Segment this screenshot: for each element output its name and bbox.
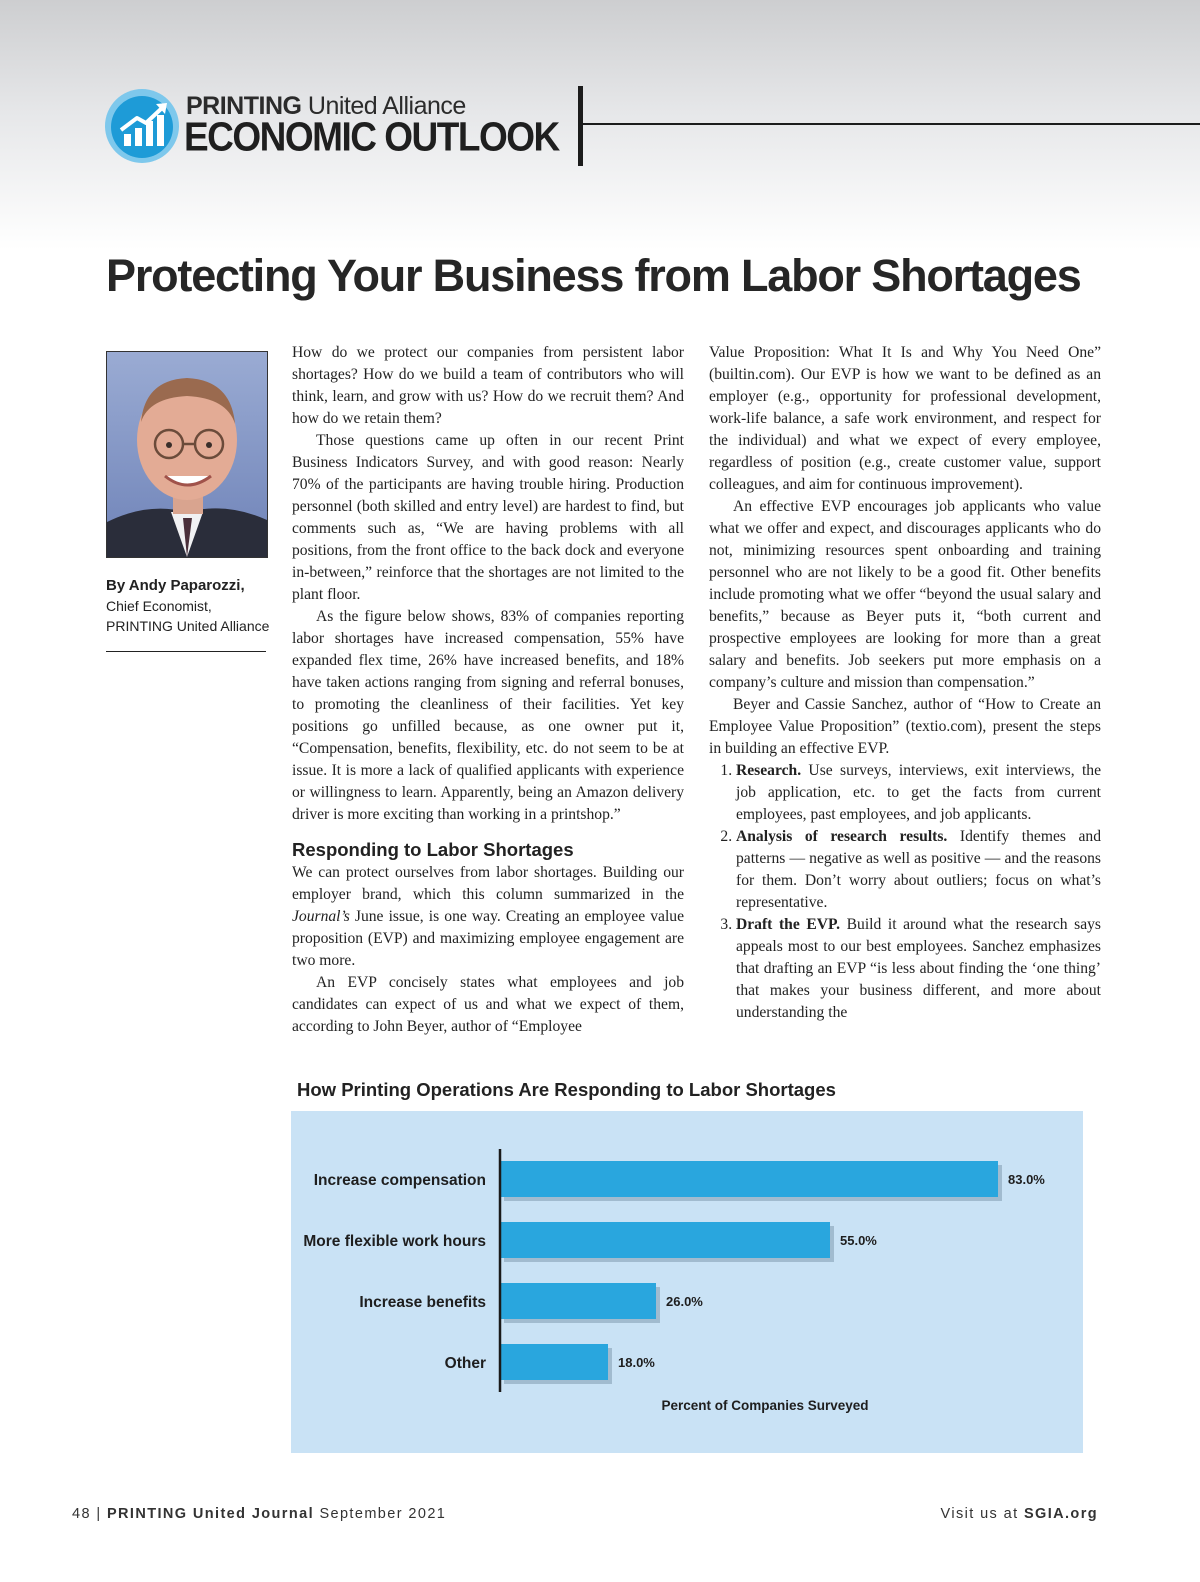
header-divider-vertical (578, 86, 583, 166)
category-label: Increase benefits (359, 1294, 486, 1311)
author-photo (106, 351, 268, 558)
publication-name: PRINTING United Journal (106, 1506, 314, 1522)
article-title: Protecting Your Business from Labor Shortages (106, 250, 1081, 301)
page-number: 48 (72, 1506, 91, 1522)
author-role: Chief Economist, (106, 598, 212, 614)
article-column-2 (709, 342, 1101, 1024)
category-label: More flexible work hours (303, 1233, 486, 1250)
chart-title: How Printing Operations Are Responding to Labor Shortages (297, 1079, 836, 1100)
paragraph: An effective EVP encourages job applicants who value what we offer and expect, and discourages applicants who do not, minimizing resources spent onboarding and training personnel who are not likely to be a good fit. Other benefits include promoting what we offer “beyond the usual salary and benefits,” because as Beyer puts it, “both current and prospective employees are looking for more than a great salary and benefits. Job seekers put more emphasis on a company’s culture and mission than compensation.” (709, 498, 1101, 691)
category-label: Increase compensation (313, 1172, 486, 1189)
author-byline (106, 576, 271, 636)
article-column-1 (292, 342, 684, 1038)
footer-website: Visit us at SGIA.org (940, 1506, 1098, 1522)
data-label: 18.0% (618, 1355, 655, 1370)
header-divider-horizontal (583, 123, 1200, 125)
bar (500, 1344, 608, 1380)
header-band (0, 0, 1200, 250)
paragraph: Those questions came up often in our recent Print Business Indicators Survey, and with good reason: Nearly 70% of the participants are having trouble hiring. Production personnel (both skilled and entry level) are hardest to find, but comments such as, “We are having problems with all positions, from the front office to the back dock and everyone in-between,” reinforce that the shortages are not limited to the plant floor. (292, 432, 684, 603)
paragraph: Value Proposition: What It Is and Why You Need One” (builtin.com). Our EVP is how we want to be defined as an employer (e.g., opportunity for professional development, work-life balance, a safe work environment, and respect for the individual) and what we expect of every employee, regardless of position (e.g., create customer value, support colleagues, and aim for continuous improvement). (709, 344, 1101, 493)
data-label: 83.0% (1008, 1172, 1045, 1187)
paragraph: How do we protect our companies from persistent labor shortages? How do we build a team of contributors who will think, learn, and grow with us? How do we recruit them? And how do we retain them? (292, 344, 684, 427)
list-item: 1. Research. Use surveys, interviews, exit interviews, the job application, etc. to get the facts from current employees, past employees, and job applicants. (736, 760, 1101, 826)
bar (500, 1283, 656, 1319)
paragraph: An EVP concisely states what employees and job candidates can expect of us and what we expect of them, according to John Beyer, author of “Employee (292, 974, 684, 1035)
footer-publication: 48 | PRINTING United Journal September 2021 (72, 1506, 447, 1522)
bar (500, 1222, 830, 1258)
bar-chart (291, 1111, 1083, 1453)
section-heading: Responding to Labor Shortages (292, 839, 574, 860)
paragraph: As the figure below shows, 83% of companies reporting labor shortages have increased compensation, 55% have expanded flex time, 26% have increased benefits, and 18% have taken actions ranging from signing and referral bonuses, to promoting the cleanliness of their facilities. Yet key positions go unfilled because, as one owner put it, “Compensation, benefits, flexibility, etc. do not seem to be at issue. It is more a lack of qualified applicants with experience or willingness to learn. Apparently, being an Amazon delivery driver is more exciting than working in a printshop.” (292, 608, 684, 823)
section-title: ECONOMIC OUTLOOK (184, 114, 559, 160)
paragraph: We can protect ourselves from labor shortages. Building our employer brand, which this column summarized in the Journal’s June issue, is one way. Creating an employee value proposition (EVP) and maximizing employee engagement are two more. (292, 864, 684, 969)
author-name: By Andy Paparozzi, (106, 577, 245, 594)
evp-steps-list (709, 760, 1101, 1024)
bar (500, 1161, 998, 1197)
paragraph: Beyer and Cassie Sanchez, author of “How to Create an Employee Value Proposition” (textio.com), present the steps in building an effective EVP. (709, 696, 1101, 757)
list-item: 2. Analysis of research results. Identify themes and patterns — negative as well as positive — and the reasons for them. Don’t worry about outliers; focus on what’s representative. (736, 826, 1101, 914)
x-axis-label: Percent of Companies Surveyed (661, 1398, 869, 1413)
website-link[interactable]: SGIA.org (1023, 1506, 1098, 1522)
category-label: Other (444, 1355, 486, 1372)
byline-divider (106, 651, 266, 652)
data-label: 55.0% (840, 1233, 877, 1248)
author-organization: PRINTING United Alliance (106, 618, 270, 634)
list-item: 3. Draft the EVP. Build it around what the research says appeals most to our best employees. Sanchez emphasizes that drafting an EVP “is less about finding the ‘one thing’ that makes your business different, and more about understanding the (736, 914, 1101, 1024)
brand-name: PRINTING United Alliance (186, 92, 466, 120)
data-label: 26.0% (666, 1294, 703, 1309)
issue-date: September 2021 (319, 1506, 447, 1522)
growth-chart-logo-icon (104, 88, 180, 164)
